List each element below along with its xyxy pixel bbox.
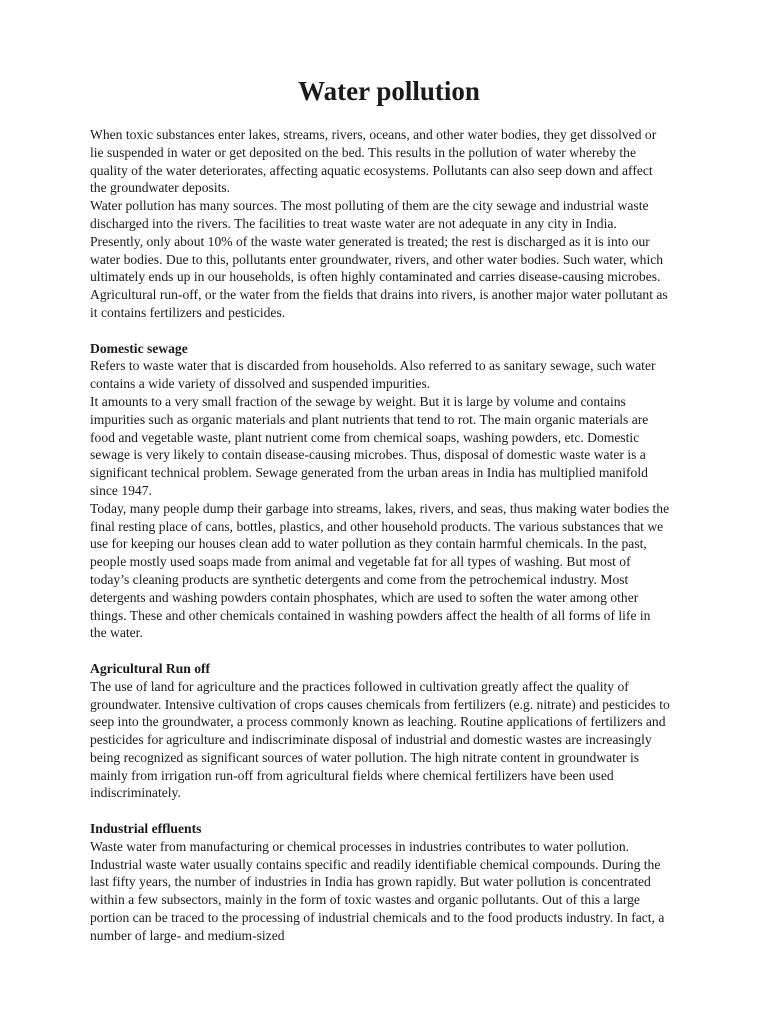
section-industrial-effluents xyxy=(90,820,670,945)
document-page xyxy=(90,72,670,945)
intro-paragraph: When toxic substances enter lakes, streams, rivers, oceans, and other water bodies, they get dissolved or lie suspended in water or get deposited on the bed. This results in the pollution of water whereby the quality of the water deteriorates, affecting aquatic ecosystems. Pollutants can also seep down and affect the groundwater deposits. xyxy=(90,127,657,196)
intro-section xyxy=(90,126,670,322)
section-agricultural-run-off xyxy=(90,660,670,802)
page-title: Water pollution xyxy=(298,76,480,106)
section-paragraph: Refers to waste water that is discarded from households. Also referred to as sanitary sewage, such water contains a wide variety of dissolved and suspended impurities. xyxy=(90,358,656,392)
section-heading: Agricultural Run off xyxy=(90,660,211,676)
section-paragraph: It amounts to a very small fraction of the sewage by weight. But it is large by volume and contains impurities such as organic materials and plant nutrients that tend to rot. The main organic materials are food and vegetable waste, plant nutrient come from chemical soaps, washing powders, etc. Domestic sewage is very likely to contain disease-causing microbes. Thus, disposal of domestic waste water is a significant technical problem. Sewage generated from the urban areas in India has multiplied manifold since 1947. xyxy=(90,393,649,498)
section-paragraph: Today, many people dump their garbage into streams, lakes, rivers, and seas, thus making water bodies the final resting place of cans, bottles, plastics, and other household products. The various substances that we use for keeping our houses clean add to water pollution as they contain harmful chemicals. In the past, people mostly used soaps made from animal and vegetable fat for all types of washing. But most of today’s cleaning products are synthetic detergents and come from the petrochemical industry. Most detergents and washing powders contain phosphates, which are used to soften the water among other things. These and other chemicals contained in washing powders affect the health of all forms of life in the water. xyxy=(90,500,670,641)
section-paragraph: The use of land for agriculture and the practices followed in cultivation greatly affect the quality of groundwater. Intensive cultivation of crops causes chemicals from fertilizers (e.g. nitrate) and pesticides to seep into the groundwater, a process commonly known as leaching. Routine applications of fertilizers and pesticides for agriculture and indiscriminate disposal of industrial and domestic wastes are increasingly being recognized as significant sources of water pollution. The high nitrate content in groundwater is mainly from irrigation run-off from agricultural fields where chemical fertilizers have been used indiscriminately. xyxy=(90,678,670,801)
intro-paragraph: Water pollution has many sources. The most polluting of them are the city sewage and industrial waste discharged into the rivers. The facilities to treat waste water are not adequate in any city in India. Presently, only about 10% of the waste water generated is treated; the rest is discharged as it is into our water bodies. Due to this, pollutants enter groundwater, rivers, and other water bodies. Such water, which ultimately ends up in our households, is often highly contaminated and carries disease-causing microbes. Agricultural run-off, or the water from the fields that drains into rivers, is another major water pollutant as it contains fertilizers and pesticides. xyxy=(90,198,668,320)
section-paragraph: Waste water from manufacturing or chemical processes in industries contributes to water pollution. Industrial waste water usually contains specific and readily identifiable chemical compounds. During the last fifty years, the number of industries in India has grown rapidly. But water pollution is concentrated within a few subsectors, mainly in the form of toxic wastes and organic pollutants. Out of this a large portion can be traced to the processing of industrial chemicals and to the food products industry. In fact, a number of large- and medium-sized xyxy=(90,838,665,943)
section-domestic-sewage xyxy=(90,340,670,643)
section-heading: Domestic sewage xyxy=(90,340,188,356)
section-heading: Industrial effluents xyxy=(90,821,202,837)
